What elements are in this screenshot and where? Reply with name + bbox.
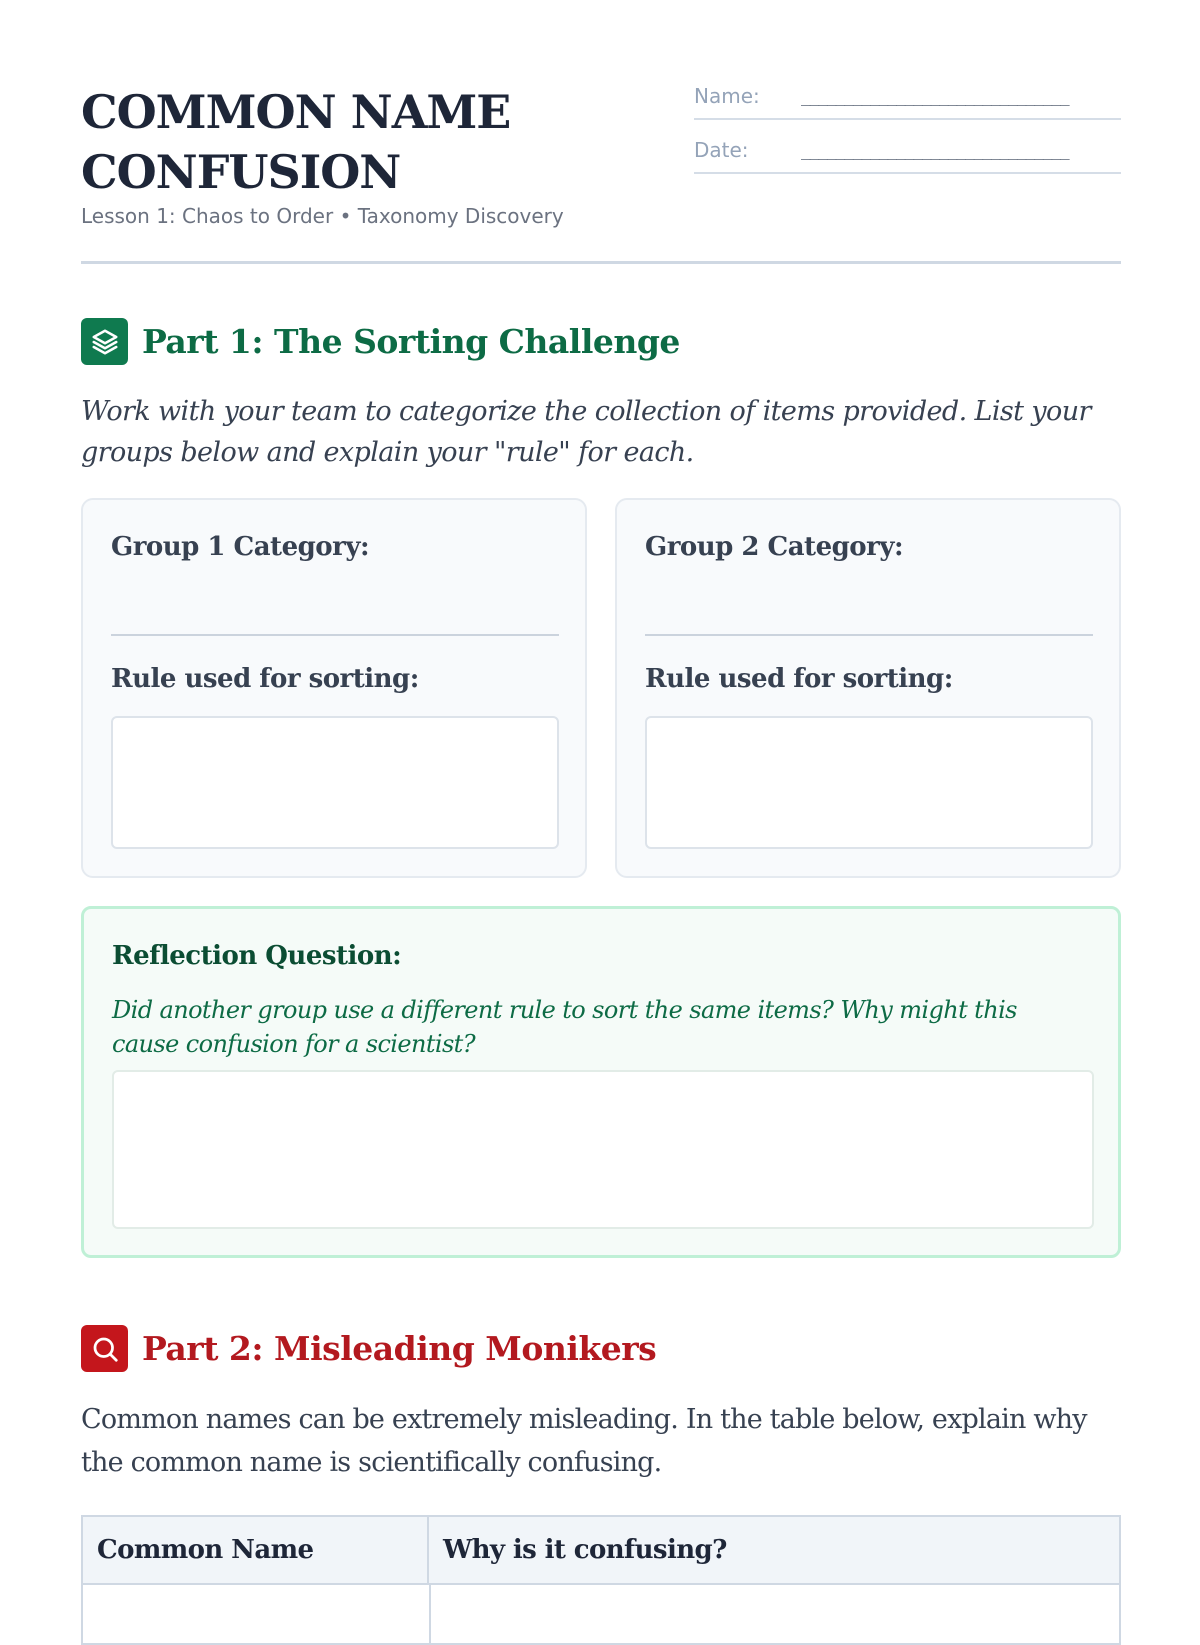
part2-heading (81, 1325, 656, 1372)
table-row (83, 1585, 1119, 1645)
worksheet-header (81, 0, 1121, 264)
search-icon (81, 1325, 128, 1372)
part1-heading (81, 318, 680, 365)
group-2-rule-label: Rule used for sorting: (645, 664, 953, 694)
lesson-subtitle: Lesson 1: Chaos to Order • Taxonomy Discovery (81, 204, 564, 228)
reflection-title: Reflection Question: (112, 941, 402, 971)
part2-instructions: Common names can be extremely misleading. In the table below, explain why the common name is scientifically confusing. (81, 1404, 1087, 1478)
name-field[interactable] (694, 78, 1121, 120)
group-2-rule-box[interactable] (645, 716, 1093, 849)
name-blank[interactable]: _______________________________ (801, 86, 1069, 106)
reflection-panel (81, 906, 1121, 1258)
group-1-rule-label: Rule used for sorting: (111, 664, 419, 694)
table-cell-common-name[interactable] (83, 1585, 431, 1643)
group-2-category-label: Group 2 Category: (645, 532, 904, 562)
worksheet-page (81, 0, 1121, 1565)
date-label: Date: (694, 138, 749, 162)
group-cards (81, 498, 1121, 878)
group-2-card (615, 498, 1121, 878)
table-header-row (83, 1517, 1119, 1585)
date-field[interactable] (694, 132, 1121, 174)
column-header-common-name: Common Name (83, 1517, 429, 1583)
group-1-category-line[interactable] (111, 634, 559, 636)
part1-title: Part 1: The Sorting Challenge (142, 322, 680, 361)
part1-instructions: Work with your team to categorize the collection of items provided. List your groups below and explain your "rule" for each. (81, 396, 1091, 468)
group-1-category-label: Group 1 Category: (111, 532, 370, 562)
date-blank[interactable]: _______________________________ (801, 140, 1069, 160)
student-info (694, 78, 1121, 186)
page-title: COMMON NAME CONFUSION (81, 85, 511, 199)
table-cell-why-confusing[interactable] (431, 1585, 1119, 1643)
group-2-category-line[interactable] (645, 634, 1093, 636)
group-1-rule-box[interactable] (111, 716, 559, 849)
name-label: Name: (694, 84, 760, 108)
part2-title: Part 2: Misleading Monikers (142, 1329, 657, 1368)
group-1-card (81, 498, 587, 878)
reflection-question: Did another group use a different rule to sort the same items? Why might this cause confusion for a scientist? (112, 996, 1017, 1058)
column-header-why-confusing: Why is it confusing? (443, 1535, 727, 1565)
layers-icon (81, 318, 128, 365)
monikers-table (81, 1515, 1121, 1645)
reflection-answer-box[interactable] (112, 1070, 1094, 1229)
